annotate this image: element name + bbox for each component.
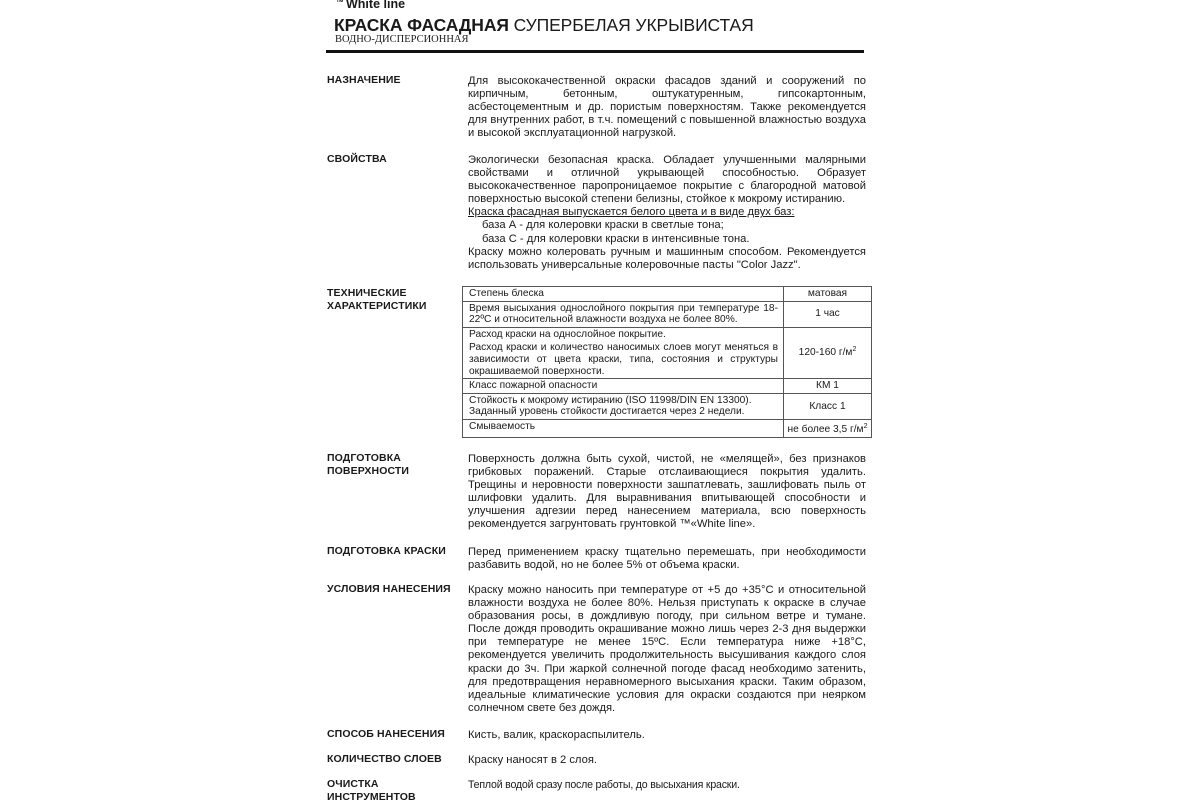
header-divider (326, 50, 864, 53)
section-text (468, 729, 866, 742)
method-paragraph: Кисть, валик, краскораспылитель. (468, 729, 645, 741)
spec-value: 1 час (784, 301, 872, 327)
label-line: ХАРАКТЕРИСТИКИ (327, 300, 427, 312)
properties-base-a: база А - для колеровки краски в светлые тона; (482, 219, 724, 232)
spec-desc: Смываемость (463, 419, 784, 437)
surface-prep-paragraph: Поверхность должна быть сухой, чистой, не «мелящей», без признаков грибковых поражений. Старые отслаивающиеся покрытия удалить. Трещины и неровности поверхности зашпатлевать, зашлифовать пыль от шлифовки удалить. Для выравнивания впитывающей способности и улучшения адгезии перед нанесением материала, всю поверхность рекомендуется загрунтовать грунтовкой ™«White line». (468, 453, 866, 531)
tech-spec-table (462, 286, 872, 438)
spec-value (784, 419, 872, 437)
page-subtitle: ВОДНО-ДИСПЕРСИОННАЯ (335, 34, 469, 45)
section-text (468, 453, 866, 532)
conditions-paragraph: Краску можно наносить при температуре от +5 до +35°С и относительной влажности воздуха не более 80%. Нельзя приступать к окраске в случае образования росы, в дождливую погоду, при сильном ветре и тумане. После дождя проводить окрашивание можно лишь через 2-3 дня выдержки при температуре не менее 15ºС. Если температура ниже +18°С, рекомендуется увеличить продолжительность высушивания каждого слоя краски до 3ч. При жаркой солнечной погоде фасад необходимо затенить, для предотвращения неравномерного высыхания краски. Таким образом, идеальные климатические условия для окраски создаются при неярком солнечном свете без дождя. (468, 584, 866, 714)
page-title (334, 15, 754, 36)
label-line: ПОВЕРХНОСТИ (327, 465, 410, 477)
properties-tinting: Краску можно колеровать ручным и машинным способом. Рекомендуется использовать универсальные колеровочные пасты "Color Jazz". (468, 245, 866, 271)
section-text (468, 546, 866, 572)
paint-prep-paragraph: Перед применением краску тщательно перемешать, при необходимости разбавить водой, но не более 5% от объема краски. (468, 546, 866, 572)
title-rest: СУПЕРБЕЛАЯ УКРЫВИСТАЯ (508, 15, 754, 35)
section-label: СПОСОБ НАНЕСЕНИЯ (327, 728, 445, 740)
spec-desc: Класс пожарной опасности (463, 379, 784, 394)
value-text: не более 3,5 г/м (787, 424, 864, 436)
label-line: ТЕХНИЧЕСКИЕ (327, 287, 407, 299)
value-sup: 2 (852, 346, 857, 354)
cleaning-paragraph: Теплой водой сразу после работы, до высыхания краски. (468, 779, 740, 791)
trademark-symbol: ™ (336, 0, 344, 7)
section-label (327, 287, 457, 313)
spec-desc (463, 327, 784, 378)
title-bold: КРАСКА ФАСАДНАЯ (334, 15, 509, 35)
label-line: ОЧИСТКА (327, 778, 379, 790)
section-text (468, 75, 866, 140)
section-label: КОЛИЧЕСТВО СЛОЕВ (327, 753, 442, 765)
spec-value (784, 327, 872, 378)
section-label (327, 452, 457, 478)
section-label: УСЛОВИЯ НАНЕСЕНИЯ (327, 583, 451, 595)
value-sup: 2 (863, 423, 868, 431)
section-text (468, 154, 866, 272)
label-line: ПОДГОТОВКА (327, 452, 401, 464)
spec-desc: Стойкость к мокрому истиранию (ISO 11998/DIN EN 13300). Заданный уровень стойкости достигается через 2 недели. (463, 393, 784, 419)
section-label: ПОДГОТОВКА КРАСКИ (327, 545, 446, 557)
table-row (463, 327, 872, 378)
section-text (468, 754, 866, 767)
spec-desc: Время высыхания однослойного покрытия при температуре 18-22ºC и относительной влажности воздуха не более 80%. (463, 301, 784, 327)
table-row (463, 287, 872, 302)
value-text: 120-160 г/м (798, 347, 853, 359)
table-row (463, 379, 872, 394)
brand-name (336, 0, 405, 11)
properties-bases-heading: Краска фасадная выпускается белого цвета и в виде двух баз: (468, 206, 795, 219)
table-row (463, 393, 872, 419)
label-line: ИНСТРУМЕНТОВ (327, 791, 416, 803)
purpose-paragraph: Для высококачественной окраски фасадов зданий и сооружений по кирпичным, бетонным, оштукатуренным, гипсокартонным, асбестоцементным и др. пористым поверхностям. Также рекомендуется для внутренних работ, в т.ч. помещений с повышенной влажностью воздуха и высокой эксплуатационной нагрузкой. (468, 75, 866, 140)
table-row (463, 419, 872, 437)
properties-paragraph: Экологически безопасная краска. Обладает улучшенными малярными свойствами и отличной укрывающей способностью. Образует высококачественное паропроницаемое покрытие с благородной матовой поверхностью высокой степени белизны, стойкое к мокрому истиранию. (468, 154, 866, 206)
brand-label: White line (346, 0, 406, 11)
spec-desc-line: Расход краски на однослойное покрытие. (469, 328, 666, 340)
section-text (468, 584, 866, 715)
spec-value: Класс 1 (784, 393, 872, 419)
spec-desc: Степень блеска (463, 287, 784, 302)
section-label: СВОЙСТВА (327, 153, 387, 165)
layers-paragraph: Краску наносят в 2 слоя. (468, 754, 597, 766)
spec-value: КМ 1 (784, 379, 872, 394)
properties-base-c: база С - для колеровки краски в интенсивные тона. (482, 232, 750, 245)
table-row (463, 301, 872, 327)
section-label (327, 778, 457, 804)
section-text (468, 779, 866, 792)
spec-desc-note: Расход краски и количество наносимых слоев могут меняться в зависимости от цвета краски, типа, состояния и структуры окрашиваемой поверхности. (469, 342, 778, 377)
spec-value: матовая (784, 287, 872, 302)
section-label: НАЗНАЧЕНИЕ (327, 74, 401, 86)
